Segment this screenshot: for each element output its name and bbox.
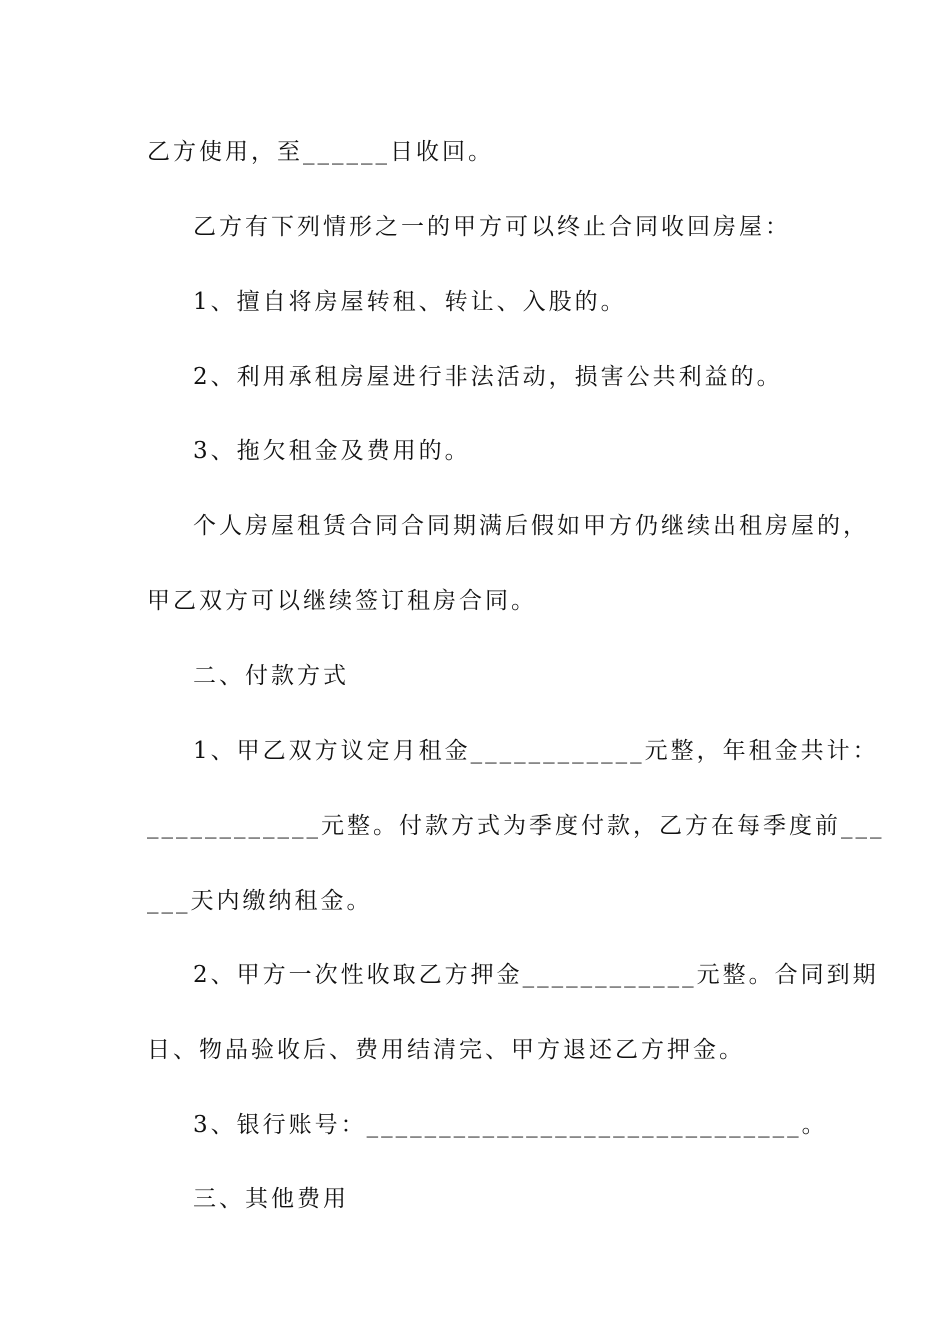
paragraph-line: ____________元整。付款方式为季度付款，乙方在每季度前___ (147, 813, 885, 839)
paragraph-line: 个人房屋租赁合同合同期满后假如甲方仍继续出租房屋的， (193, 513, 869, 539)
list-item: 3、拖欠租金及费用的。 (193, 438, 471, 464)
section-heading: 三、其他费用 (193, 1186, 349, 1212)
list-item: 3、银行账号：______________________________。 (193, 1112, 828, 1138)
paragraph-line: 乙方使用，至______日收回。 (147, 139, 494, 165)
list-item: 1、擅自将房屋转租、转让、入股的。 (193, 289, 627, 315)
section-heading: 二、付款方式 (193, 663, 349, 689)
paragraph-line: 乙方有下列情形之一的甲方可以终止合同收回房屋： (193, 214, 791, 240)
list-item: 2、甲方一次性收取乙方押金____________元整。合同到期 (193, 962, 879, 988)
list-item: 1、甲乙双方议定月租金____________元整，年租金共计： (193, 738, 879, 764)
paragraph-line: 日、物品验收后、费用结清完、甲方退还乙方押金。 (147, 1037, 745, 1063)
paragraph-line: 甲乙双方可以继续签订租房合同。 (147, 588, 537, 614)
paragraph-line: ___天内缴纳租金。 (147, 888, 373, 914)
list-item: 2、利用承租房屋进行非法活动，损害公共利益的。 (193, 364, 783, 390)
